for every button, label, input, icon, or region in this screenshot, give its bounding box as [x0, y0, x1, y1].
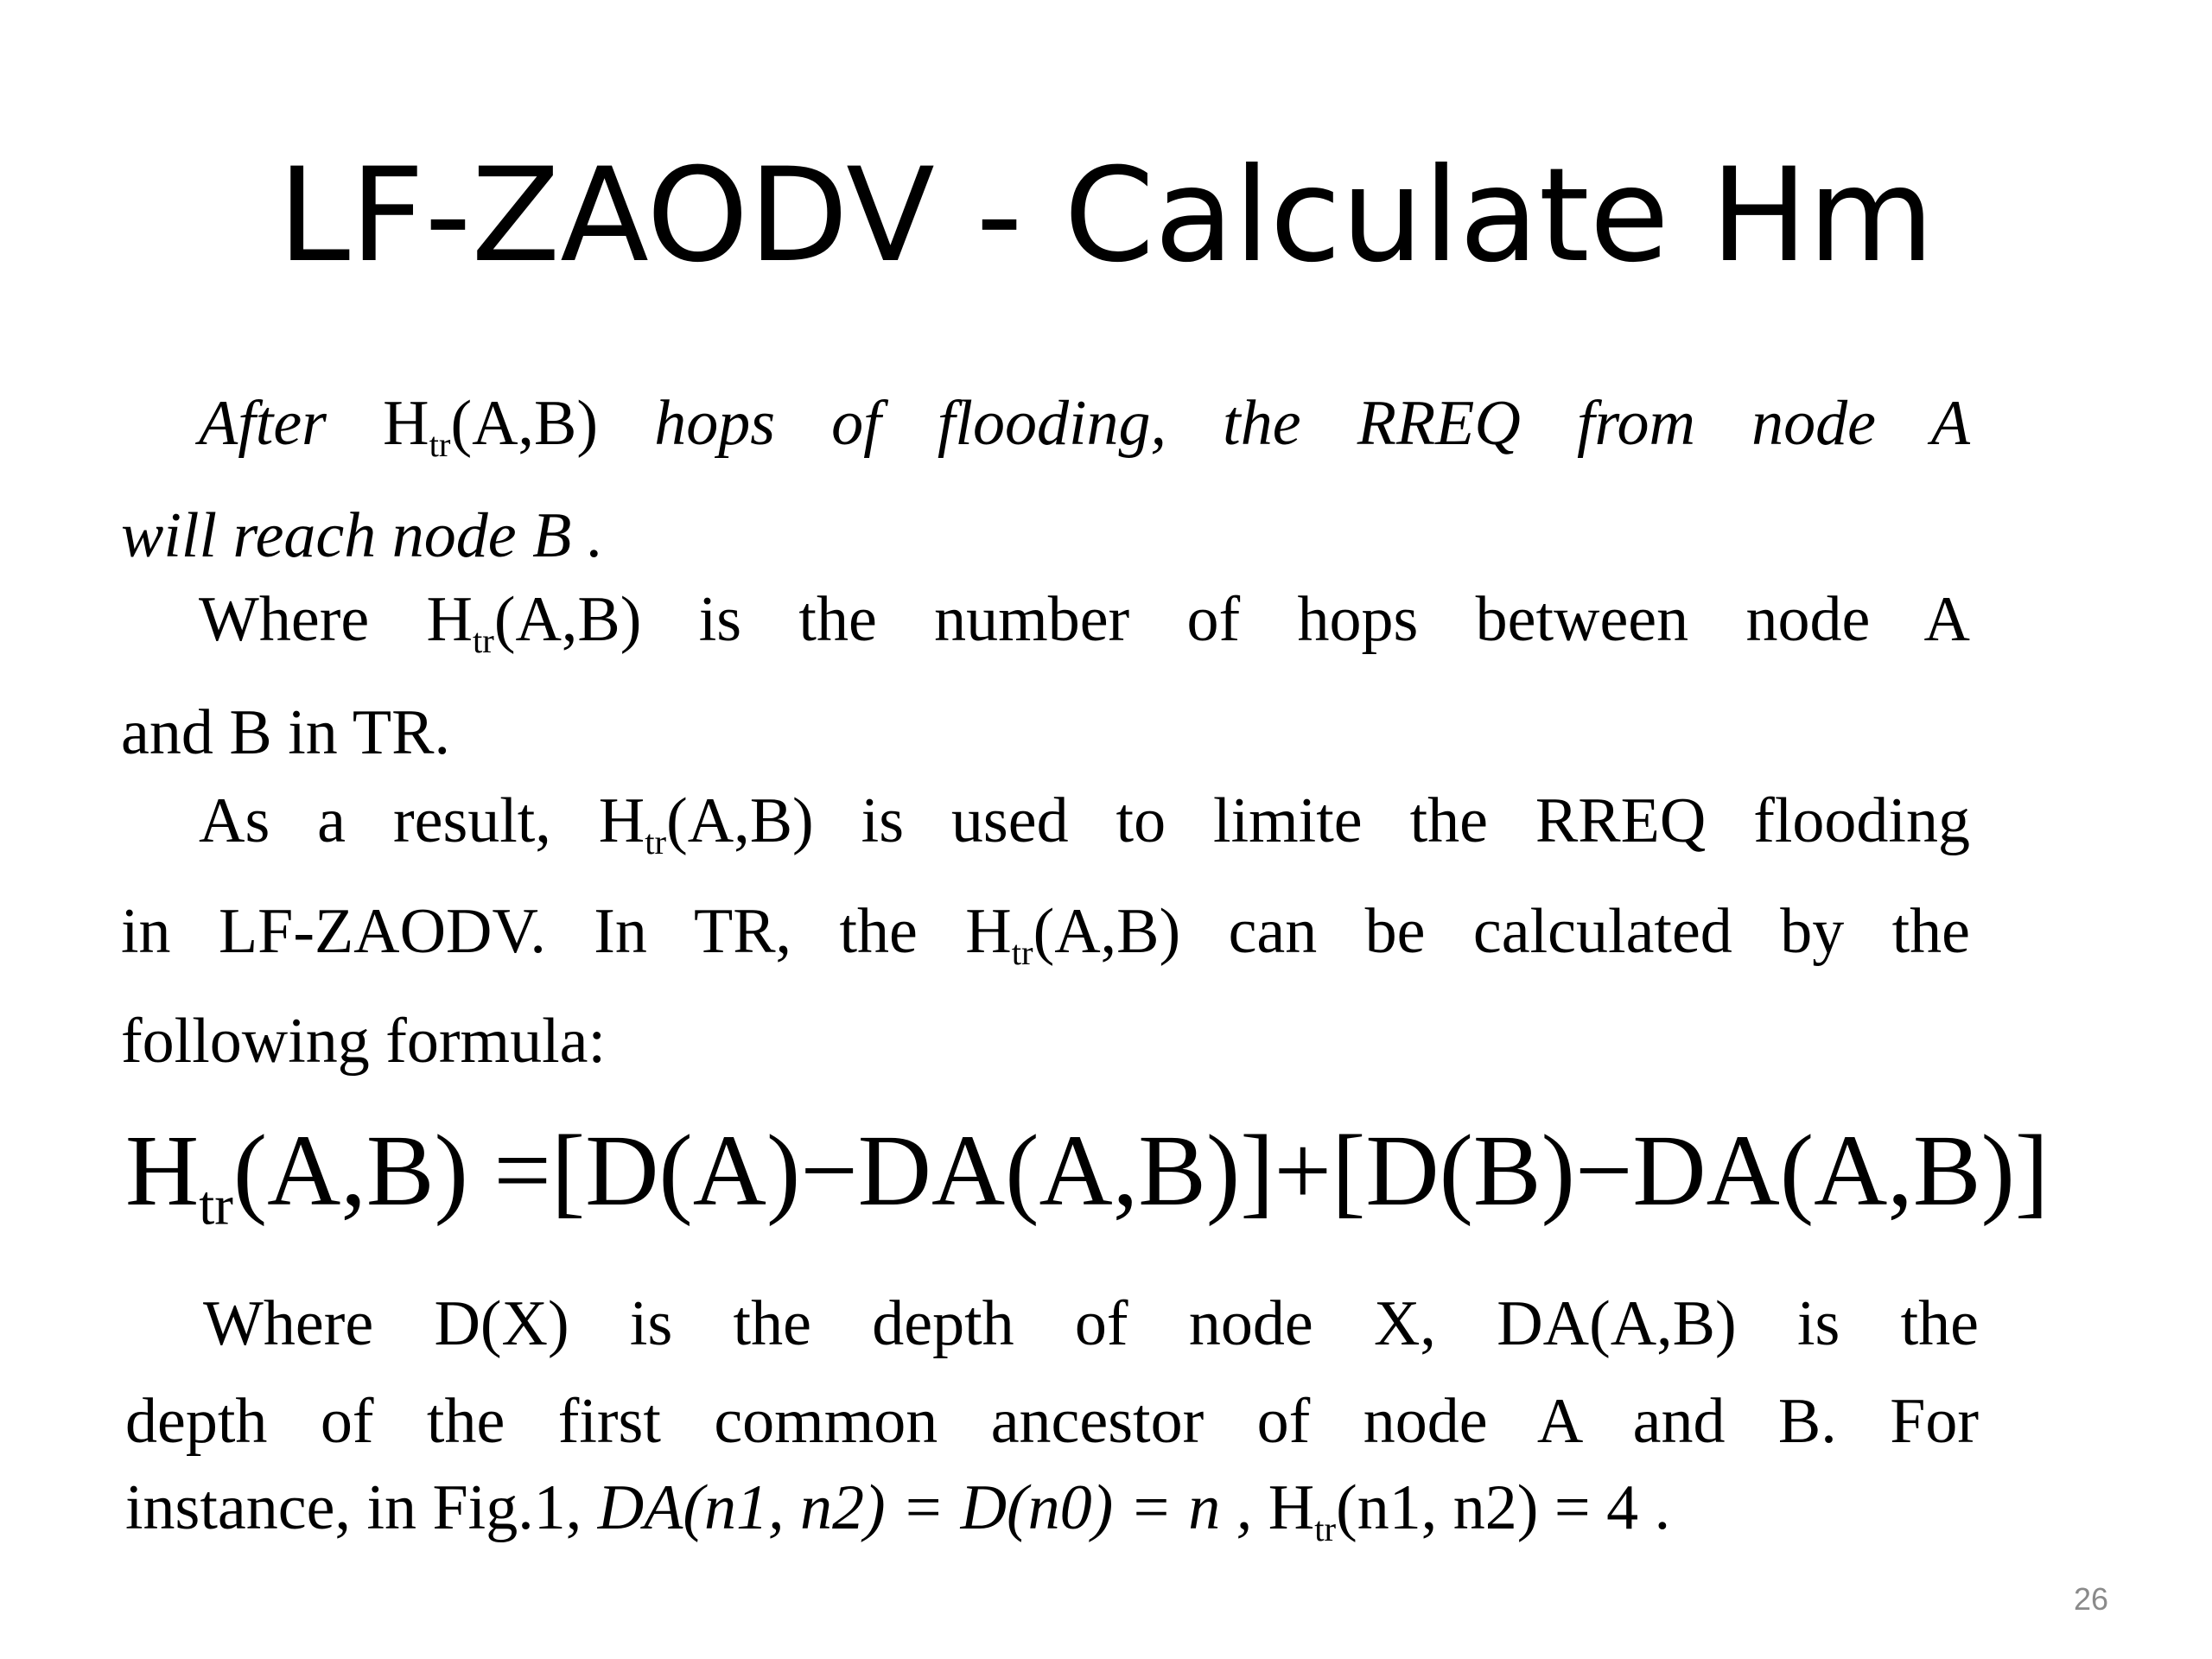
- formula-rhs: =[D(A)−DA(A,B)]+[D(B)−DA(A,B)]: [493, 1114, 2050, 1227]
- para3-expression-2: $H_{tr}(A,B)$: [965, 896, 1181, 973]
- para1-line1: [199, 385, 1971, 465]
- hop-count-formula: [125, 1110, 2050, 1237]
- para3-line1-end: is used to limite the RREQ flooding: [861, 785, 1970, 856]
- para4-line3-start: instance, in Fig.1,: [125, 1472, 582, 1543]
- para2-line1: [199, 581, 1970, 661]
- para3-line3: following formula:: [121, 1006, 607, 1077]
- para1-expression: $H_{tr}(A,B)$: [383, 388, 599, 465]
- para3-line1: [199, 782, 1970, 860]
- para2-expression: $H_{tr}(A,B)$: [426, 584, 642, 661]
- para4-line1-end: is the: [1796, 1288, 1979, 1359]
- para4-expression-ancestor: DA(A,B): [1497, 1288, 1737, 1359]
- para4-line1-start: Where: [203, 1288, 374, 1359]
- para4-line2: depth of the first common ancestor of node A and B. For: [125, 1386, 1979, 1457]
- para3-line2-end: can be calculated by the: [1228, 896, 1971, 967]
- para4-line1: [203, 1285, 1979, 1363]
- para1-line2: will reach node B .: [121, 500, 604, 571]
- para3-line2-start: in LF-ZAODV. In TR, the: [121, 896, 918, 967]
- formula-lhs: $H_{tr}(A,B)$: [125, 1114, 468, 1237]
- para4-expression-hops: $H_{tr}(n1$, n2) = 4 .: [1268, 1472, 1671, 1549]
- para3-line2: [121, 893, 1971, 973]
- para4-line3: [125, 1469, 1670, 1547]
- para3-line1-start: As a result,: [199, 785, 551, 856]
- para4-expression-depth: D(X): [434, 1288, 569, 1359]
- para3-expression-1: $H_{tr}(A,B)$: [598, 785, 814, 862]
- para1-line1-start: After: [199, 388, 327, 459]
- page-number: 26: [2073, 1581, 2108, 1617]
- para2-line2: and B in TR.: [121, 697, 450, 768]
- para4-expression-example: DA(n1, n2) = D(n0) = n ,: [597, 1472, 1253, 1543]
- para2-line1-end: is the number of hops between node A: [698, 584, 1970, 655]
- slide-title: LF-ZAODV - Calculate Hm: [277, 141, 1935, 291]
- para4-line1-mid: is the depth of node X,: [629, 1288, 1436, 1359]
- para1-line1-end: hops of flooding, the RREQ from node A: [654, 388, 1971, 459]
- para2-line1-start: Where: [199, 584, 370, 655]
